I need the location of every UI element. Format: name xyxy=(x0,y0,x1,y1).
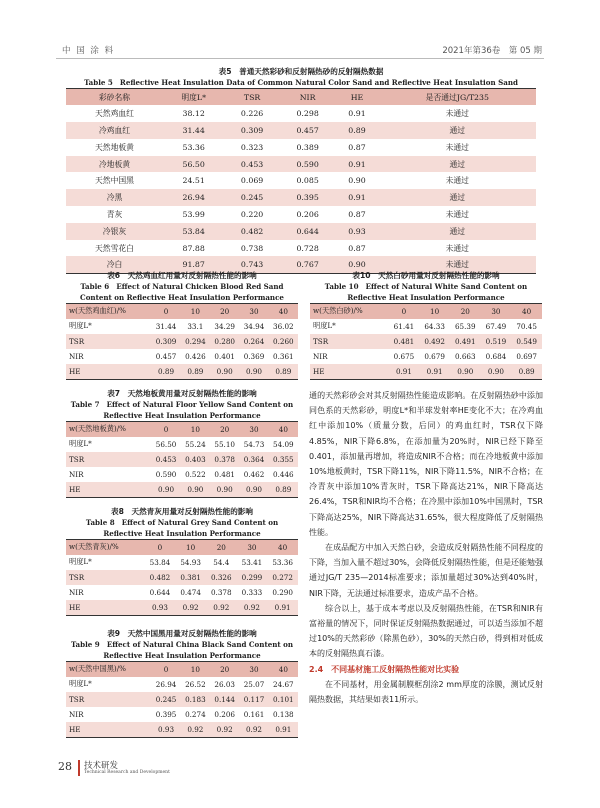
table-cell: 20 xyxy=(206,540,237,555)
table-cell: 20 xyxy=(210,304,239,319)
table-5-caption-en: Table 5 Reflective Heat Insulation Data of Common Natural Color Sand and Reflective Heat Insulation Sand xyxy=(84,78,518,87)
table-cell: 64.33 xyxy=(424,321,445,331)
table-8-caption-en-2: Reflective Heat Insulation Performance xyxy=(103,529,261,538)
table-cell: 0.309 xyxy=(224,122,280,139)
table-cell: 31.44 xyxy=(155,321,177,331)
table-cell: 0.519 xyxy=(481,334,512,349)
table-cell: 0.453 xyxy=(224,156,280,173)
table-header-row xyxy=(310,304,542,319)
table-cell: 0.87 xyxy=(348,209,366,219)
table-cell: HE xyxy=(66,482,151,497)
table-row xyxy=(66,555,298,570)
table-cell: 31.44 xyxy=(163,122,224,139)
table-cell: 0.92 xyxy=(239,722,268,737)
table-cell: 明度L* xyxy=(69,679,92,689)
table-cell: 0.738 xyxy=(240,243,264,253)
table-cell: 0.426 xyxy=(185,352,206,362)
table-cell: 0.138 xyxy=(273,710,294,720)
table-cell: 0.457 xyxy=(280,122,336,139)
table-cell: 0.260 xyxy=(269,334,298,349)
table-cell: 26.94 xyxy=(163,189,224,206)
table-cell: 0.89 xyxy=(181,364,210,379)
table-cell: NIR xyxy=(280,89,336,106)
table-cell: 26.52 xyxy=(185,679,206,689)
table-cell: 24.51 xyxy=(182,176,205,186)
table-cell: 0.481 xyxy=(214,470,235,480)
table-cell: HE xyxy=(310,364,389,379)
table-cell: 0.264 xyxy=(239,334,268,349)
table-cell: 0.101 xyxy=(269,692,298,707)
table-cell: 明度L* xyxy=(69,439,92,449)
table-cell: 53.84 xyxy=(149,557,171,567)
table-cell: 0.290 xyxy=(272,588,293,598)
footer-section-cn: 技术研发 xyxy=(84,761,119,771)
table-cell: w(天然青灰)/% xyxy=(66,540,145,555)
table-10-block xyxy=(310,270,542,380)
table-cell: 0.474 xyxy=(180,588,201,598)
table-cell: 54.4 xyxy=(213,557,230,567)
table-cell: 0.144 xyxy=(210,692,239,707)
table-cell: HE xyxy=(335,89,378,106)
table-cell: 33.1 xyxy=(187,321,204,331)
table-cell: 56.50 xyxy=(155,439,177,449)
table-cell: 0.728 xyxy=(296,243,319,253)
body-text xyxy=(309,388,543,707)
table-cell: 54.73 xyxy=(243,439,265,449)
table-row xyxy=(66,319,298,334)
table-cell: 56.50 xyxy=(163,156,224,173)
table-cell: 0.492 xyxy=(419,334,450,349)
table-row xyxy=(66,206,536,223)
table-9-caption-en-2: Reflective Heat Insulation Performance xyxy=(103,651,261,660)
table-cell: 0.91 xyxy=(269,722,298,737)
table-header-row xyxy=(66,304,298,319)
table-cell: 0.245 xyxy=(151,692,180,707)
table-cell: 0.462 xyxy=(243,470,265,480)
table-cell: 24.67 xyxy=(273,679,294,689)
table-cell: 0.446 xyxy=(273,470,294,480)
table-cell: 是否通过JG/T235 xyxy=(379,89,536,106)
table-cell: 0.161 xyxy=(243,710,265,720)
table-9-block xyxy=(66,628,298,738)
table-cell: 0.767 xyxy=(280,256,336,273)
table-row xyxy=(66,467,298,482)
table-cell: 0.89 xyxy=(511,364,542,379)
paragraph-3: 综合以上，基于成本考虑以及反射隔热性能，在TSR和NIR有富裕量的情况下，同时保证反射隔热数据通过，可以适当添加不超过10%的天然彩砂（除黑色砂），30%的天然白砂，得到相对低成本的反射隔热真石漆。 xyxy=(309,603,543,659)
table-5 xyxy=(66,88,536,274)
table-cell: 0.395 xyxy=(155,710,177,720)
table-cell: NIR xyxy=(69,470,84,480)
table-row xyxy=(66,452,298,467)
table-cell: 0.87 xyxy=(348,243,366,253)
table-cell: 明度L* xyxy=(163,89,224,106)
table-cell: 20 xyxy=(210,422,239,437)
table-10-caption-en-2: Reflective Heat Insulation Performance xyxy=(347,293,505,302)
table-row xyxy=(66,437,298,452)
table-cell: 天然地板黄 xyxy=(94,142,134,152)
table-8-block xyxy=(66,506,298,616)
page-number: 28 xyxy=(58,760,72,773)
table-cell: 0.183 xyxy=(181,692,210,707)
table-cell: 0.92 xyxy=(181,722,210,737)
table-cell: 冷鸡血红 xyxy=(66,122,163,139)
table-cell: 0.369 xyxy=(243,352,265,362)
footer-accent-bar xyxy=(78,760,80,776)
table-cell: 0.644 xyxy=(280,223,336,240)
table-cell: 冷地板黄 xyxy=(66,156,163,173)
table-row xyxy=(66,364,298,379)
table-cell: 30 xyxy=(239,304,268,319)
table-cell: 53.84 xyxy=(163,223,224,240)
table-cell: 天然鸡血红 xyxy=(94,109,134,119)
table-cell: TSR xyxy=(310,334,389,349)
table-cell: 0.91 xyxy=(419,364,450,379)
table-cell: 通过 xyxy=(379,122,536,139)
table-cell: 30 xyxy=(239,422,268,437)
table-row xyxy=(66,600,298,615)
table-9 xyxy=(66,661,298,738)
table-cell: 0 xyxy=(389,304,420,319)
table-cell: 0.361 xyxy=(273,352,294,362)
table-cell: 彩砂名称 xyxy=(66,89,163,106)
table-9-caption-en-1: Table 9 Effect of Natural China Black Sand Content on xyxy=(70,640,294,649)
table-cell: 0.92 xyxy=(175,600,206,615)
table-cell: 0 xyxy=(151,304,180,319)
table-cell: 0.92 xyxy=(206,600,237,615)
table-row xyxy=(66,240,536,257)
table-cell: 61.41 xyxy=(393,321,415,331)
table-row xyxy=(66,223,536,240)
table-cell: 0.206 xyxy=(296,209,319,219)
table-row xyxy=(66,722,298,737)
table-6-block xyxy=(66,270,298,380)
table-cell: 0.457 xyxy=(155,352,177,362)
table-cell: 0.333 xyxy=(241,588,263,598)
table-cell: 0.298 xyxy=(296,109,319,119)
table-cell: HE xyxy=(66,600,145,615)
table-cell: 0.663 xyxy=(454,352,476,362)
table-cell: 0.684 xyxy=(485,352,507,362)
table-cell: 40 xyxy=(269,422,298,437)
table-cell: 0.679 xyxy=(424,352,445,362)
table-row xyxy=(310,364,542,379)
table-cell: 30 xyxy=(237,540,268,555)
footer-section-en: Technical Research and Development xyxy=(84,770,170,775)
table-cell: 0.482 xyxy=(224,223,280,240)
table-cell: NIR xyxy=(69,588,84,598)
table-cell: 26.03 xyxy=(214,679,235,689)
table-row xyxy=(66,585,298,600)
table-cell: 0.89 xyxy=(335,122,378,139)
table-cell: 53.41 xyxy=(241,557,263,567)
table-row xyxy=(66,105,536,122)
issue-info: 2021年第36卷 第 05 期 xyxy=(442,46,542,56)
table-cell: 0.743 xyxy=(224,256,280,273)
table-cell: 通过 xyxy=(379,189,536,206)
paragraph-4: 在不同基材，用金属制膜框刮涂2 mm厚度的涂膜，测试反射隔热数据，其结果如表11所示。 xyxy=(309,679,543,705)
table-cell: 0.90 xyxy=(210,364,239,379)
table-cell: 0.90 xyxy=(151,482,180,497)
table-cell: 0.549 xyxy=(511,334,542,349)
table-cell: 明度L* xyxy=(69,321,92,331)
table-cell: 0.90 xyxy=(239,482,268,497)
table-cell: 0.226 xyxy=(240,109,264,119)
table-7-block xyxy=(66,388,298,498)
table-cell: 0.590 xyxy=(280,156,336,173)
table-cell: 天然雪花白 xyxy=(94,243,134,253)
table-cell: 天然中国黑 xyxy=(94,176,134,186)
table-cell: 70.45 xyxy=(516,321,537,331)
table-cell: NIR xyxy=(69,710,84,720)
table-cell: 0.453 xyxy=(151,452,180,467)
table-cell: 0.117 xyxy=(239,692,268,707)
table-cell: 0.90 xyxy=(450,364,481,379)
table-cell: 54.93 xyxy=(180,557,201,567)
table-row xyxy=(66,189,536,206)
table-cell: 冷黑 xyxy=(66,189,163,206)
table-cell: 34.29 xyxy=(214,321,235,331)
table-cell: NIR xyxy=(69,352,84,362)
table-6-caption-en-2: Content on Reflective Heat Insulation Performance xyxy=(80,293,284,302)
table-cell: 30 xyxy=(239,662,268,677)
table-cell: 0.491 xyxy=(450,334,481,349)
table-row xyxy=(66,707,298,722)
table-row xyxy=(310,349,542,364)
table-cell: 通过 xyxy=(379,156,536,173)
table-cell: 0.206 xyxy=(214,710,235,720)
table-cell: 0.272 xyxy=(267,570,298,585)
table-6-caption-cn: 表6 天然鸡血红用量对反射隔热性能的影响 xyxy=(107,271,257,280)
table-cell: 0.90 xyxy=(481,364,512,379)
table-cell: 未通过 xyxy=(445,176,469,186)
table-cell: 91.87 xyxy=(163,256,224,273)
table-cell: w(天然白砂)/% xyxy=(310,304,389,319)
table-cell: 20 xyxy=(210,662,239,677)
table-cell: 0.364 xyxy=(239,452,268,467)
table-cell: 10 xyxy=(181,422,210,437)
table-cell: 0.89 xyxy=(269,482,298,497)
table-cell: 34.94 xyxy=(243,321,265,331)
table-cell: 0.91 xyxy=(267,600,298,615)
table-cell: 0.326 xyxy=(206,570,237,585)
table-row xyxy=(66,156,536,173)
table-cell: 冷银灰 xyxy=(66,223,163,240)
table-header-row xyxy=(66,662,298,677)
table-cell: 0.697 xyxy=(516,352,537,362)
paragraph-1: 通的天然彩砂会对其反射隔热性能造成影响。在反射隔热砂中添加同色系的天然彩砂，明度L*和半球发射率HE变化不大；在冷鸡血红中添加10%（质量分数，后同）的鸡血红时，TSR仅下降4.85%，NIR下降6.8%，在添加量为20%时，NIR已经下降至0.401，添加量再增加，将造成NIR不合格；而在冷地板黄中添加10%地板黄时，TSR下降11%，NIR下降11.5%，NIR不合格；在冷青灰中添加10%青灰时，TSR下降高达21%，NIR下降高达26.4%，TSR和NIR均不合格；在冷黑中添加10%中国黑时，TSR下降高达25%，NIR下降高达31.65%，很大程度降低了反射隔热性能。 xyxy=(309,391,543,537)
table-cell: HE xyxy=(66,364,151,379)
table-cell: 0 xyxy=(151,662,180,677)
table-cell: 10 xyxy=(181,304,210,319)
paragraph-2: 在成品配方中加入天然白砂，会造成反射隔热性能不同程度的下降，当加入量不超过30%，会降低反射隔热性能，但是还能勉强通过JG/T 235—2014标准要求；添加量超过30%达到40%时，NIR下降，无法通过标准要求，造成产品不合格。 xyxy=(309,543,543,598)
table-10 xyxy=(310,303,542,380)
table-cell: 53.36 xyxy=(182,142,205,152)
table-cell: 0.085 xyxy=(296,176,319,186)
table-cell: 0.91 xyxy=(335,156,378,173)
table-9-caption-cn: 表9 天然中国黑用量对反射隔热性能的影响 xyxy=(107,629,257,638)
table-cell: 明度L* xyxy=(69,557,92,567)
table-7 xyxy=(66,421,298,498)
table-cell: 67.49 xyxy=(485,321,507,331)
table-row xyxy=(66,482,298,497)
table-cell: 未通过 xyxy=(445,243,469,253)
table-cell: 0.481 xyxy=(389,334,420,349)
table-cell: 25.07 xyxy=(243,679,265,689)
table-cell: 0.294 xyxy=(181,334,210,349)
table-8-caption-en-1: Table 8 Effect of Natural Grey Sand Content on xyxy=(85,518,279,527)
table-cell: 0.644 xyxy=(149,588,171,598)
table-cell: 0.675 xyxy=(393,352,415,362)
table-cell: 40 xyxy=(267,540,298,555)
table-8 xyxy=(66,539,298,616)
table-row xyxy=(310,319,542,334)
table-cell: 40 xyxy=(511,304,542,319)
table-cell: 0.90 xyxy=(181,482,210,497)
table-cell: 0.220 xyxy=(240,209,264,219)
table-cell: 40 xyxy=(269,304,298,319)
table-cell: 未通过 xyxy=(445,142,469,152)
table-row xyxy=(66,334,298,349)
journal-name: 中 国 涂 料 xyxy=(62,46,115,56)
table-cell: 0.482 xyxy=(145,570,176,585)
table-cell: TSR xyxy=(66,334,151,349)
table-cell: 0.280 xyxy=(210,334,239,349)
table-cell: 通过 xyxy=(379,223,536,240)
table-6 xyxy=(66,303,298,380)
table-cell: TSR xyxy=(66,452,151,467)
table-cell: 0.522 xyxy=(185,470,206,480)
table-cell: 0.378 xyxy=(210,588,232,598)
table-cell: 0.245 xyxy=(224,189,280,206)
table-7-caption-en-1: Table 7 Effect of Natural Floor Yellow Sand Content on xyxy=(70,400,294,409)
table-cell: 55.24 xyxy=(185,439,206,449)
table-header-row xyxy=(66,89,536,106)
table-cell: 未通过 xyxy=(445,109,469,119)
table-cell: 0.403 xyxy=(181,452,210,467)
table-cell: 0.92 xyxy=(210,722,239,737)
table-cell: TSR xyxy=(66,692,151,707)
table-cell: 0.401 xyxy=(214,352,235,362)
table-cell: 0.89 xyxy=(269,364,298,379)
table-cell: 未通过 xyxy=(445,209,469,219)
table-row xyxy=(66,570,298,585)
table-6-caption-en-1: Table 6 Effect of Natural Chicken Blood Red Sand xyxy=(80,282,284,291)
table-row xyxy=(66,139,536,156)
table-cell: 0.069 xyxy=(240,176,264,186)
table-7-caption-cn: 表7 天然地板黄用量对反射隔热性能的影响 xyxy=(107,389,257,398)
table-cell: 0.355 xyxy=(269,452,298,467)
table-cell: 87.88 xyxy=(182,243,205,253)
table-cell: 0.89 xyxy=(151,364,180,379)
table-cell: 0.87 xyxy=(348,142,366,152)
table-cell: 53.99 xyxy=(182,209,205,219)
table-cell: 55.10 xyxy=(214,439,235,449)
table-cell: 0.309 xyxy=(151,334,180,349)
table-cell: 明度L* xyxy=(313,321,336,331)
table-cell: 0.299 xyxy=(237,570,268,585)
table-row xyxy=(66,349,298,364)
table-cell: 0.395 xyxy=(280,189,336,206)
table-10-caption-cn: 表10 天然白砂用量对反射隔热性能的影响 xyxy=(352,271,500,280)
table-cell: NIR xyxy=(313,352,328,362)
table-cell: 0.90 xyxy=(239,364,268,379)
table-row xyxy=(66,122,536,139)
table-cell: w(天然中国黑)/% xyxy=(66,662,151,677)
table-cell: 0.93 xyxy=(335,223,378,240)
table-cell: 0.378 xyxy=(210,452,239,467)
table-cell: w(天然鸡血红)/% xyxy=(66,304,151,319)
table-cell: 冷白 xyxy=(66,256,163,273)
table-cell: 20 xyxy=(450,304,481,319)
table-cell: 65.39 xyxy=(454,321,476,331)
table-cell: 0.93 xyxy=(151,722,180,737)
table-cell: 0.274 xyxy=(185,710,206,720)
table-cell: 38.12 xyxy=(182,109,205,119)
table-cell: 10 xyxy=(175,540,206,555)
table-row xyxy=(66,692,298,707)
table-cell: 0.90 xyxy=(348,176,366,186)
table-cell: 54.09 xyxy=(273,439,294,449)
table-cell: 0.92 xyxy=(237,600,268,615)
table-cell: 10 xyxy=(419,304,450,319)
table-cell: 未通过 xyxy=(379,256,536,273)
table-cell: 0.323 xyxy=(240,142,264,152)
table-cell: w(天然地板黄)/% xyxy=(66,422,151,437)
table-cell: 青灰 xyxy=(106,209,123,219)
table-cell: 30 xyxy=(481,304,512,319)
table-header-row xyxy=(66,540,298,555)
table-cell: 0.91 xyxy=(335,189,378,206)
table-cell: 0.389 xyxy=(296,142,319,152)
table-cell: 0 xyxy=(145,540,176,555)
section-heading: 2.4 不同基材施工反射隔热性能对比实验 xyxy=(309,664,460,674)
table-cell: 0 xyxy=(151,422,180,437)
table-8-caption-cn: 表8 天然青灰用量对反射隔热性能的影响 xyxy=(111,507,253,516)
table-cell: 0.93 xyxy=(145,600,176,615)
table-cell: 0.381 xyxy=(175,570,206,585)
table-cell: 40 xyxy=(269,662,298,677)
table-cell: 0.590 xyxy=(155,470,177,480)
header-divider xyxy=(56,58,544,59)
table-cell: TSR xyxy=(66,570,145,585)
table-cell: 10 xyxy=(181,662,210,677)
table-cell: TSR xyxy=(224,89,280,106)
table-7-caption-en-2: Reflective Heat Insulation Performance xyxy=(103,411,261,420)
table-10-caption-en-1: Table 10 Effect of Natural White Sand Content on xyxy=(324,282,528,291)
table-cell: 53.36 xyxy=(272,557,293,567)
table-cell: 0.91 xyxy=(389,364,420,379)
table-header-row xyxy=(66,422,298,437)
table-row xyxy=(66,677,298,692)
table-cell: 0.91 xyxy=(348,109,366,119)
table-row xyxy=(66,172,536,189)
table-cell: 36.02 xyxy=(273,321,294,331)
table-5-caption-cn: 表5 普通天然彩砂和反射隔热砂的反射隔热数据 xyxy=(218,67,384,76)
table-cell: 0.90 xyxy=(335,256,378,273)
table-cell: HE xyxy=(66,722,151,737)
table-cell: 26.94 xyxy=(155,679,177,689)
table-cell: 0.90 xyxy=(210,482,239,497)
table-5-block xyxy=(66,66,536,274)
table-row xyxy=(310,334,542,349)
